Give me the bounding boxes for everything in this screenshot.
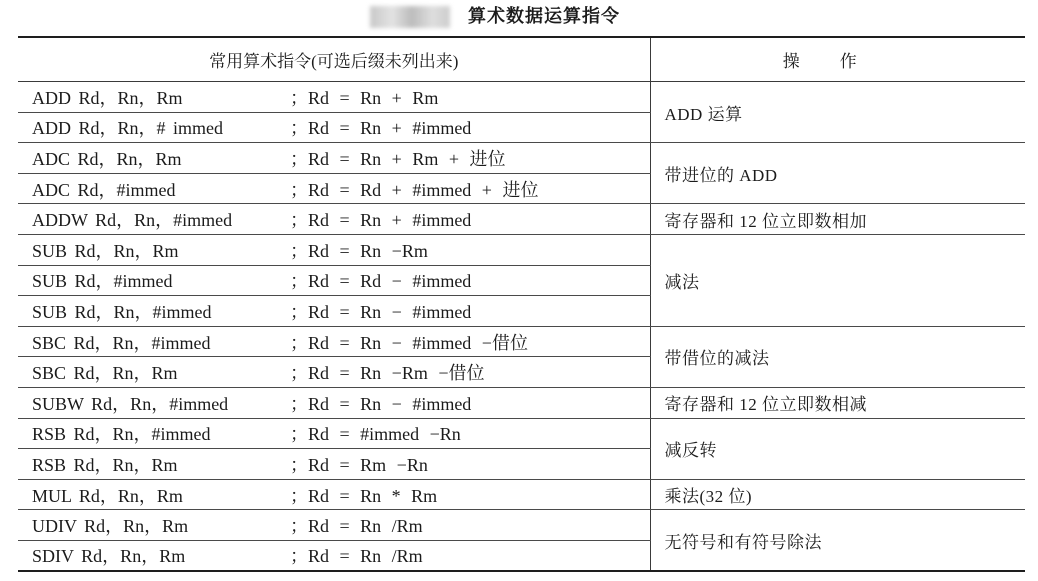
- instruction-cell: [18, 326, 650, 357]
- instruction-comment: ；Rd = Rd + #immed + 进位: [290, 179, 539, 200]
- instruction-text: SUB Rd，Rn，Rm: [32, 240, 179, 261]
- instruction-cell: [18, 143, 650, 174]
- instruction-comment: ；Rd = #immed −Rn: [290, 424, 461, 445]
- instruction-cell: [18, 449, 650, 480]
- operation-cell: 带借位的减法: [650, 326, 1025, 387]
- instruction-cell: [18, 418, 650, 449]
- instruction-comment: ；Rd = Rm −Rn: [290, 454, 428, 475]
- table-row: [18, 204, 1025, 235]
- instruction-text: SBC Rd，Rn，Rm: [32, 363, 178, 384]
- instruction-text: SBC Rd，Rn，#immed: [32, 332, 211, 353]
- instruction-cell: [18, 479, 650, 510]
- instruction-cell: [18, 82, 650, 113]
- table-row: [18, 387, 1025, 418]
- table-row: [18, 143, 1025, 174]
- instruction-comment: ；Rd = Rn − #immed −借位: [290, 332, 528, 353]
- operation-cell: 寄存器和 12 位立即数相减: [650, 387, 1025, 418]
- instruction-text: SUB Rd，#immed: [32, 271, 173, 292]
- instruction-text: MUL Rd，Rn，Rm: [32, 485, 183, 506]
- instruction-comment: ；Rd = Rn /Rm: [290, 546, 423, 567]
- instruction-cell: [18, 357, 650, 388]
- instruction-cell: [18, 173, 650, 204]
- column-header-operation: 操 作: [650, 37, 1025, 82]
- operation-cell: 减法: [650, 234, 1025, 326]
- operation-cell: 乘法(32 位): [650, 479, 1025, 510]
- table-row: [18, 418, 1025, 449]
- instruction-cell: [18, 510, 650, 541]
- instruction-comment: ；Rd = Rn + #immed: [290, 118, 472, 139]
- instruction-comment: ；Rd = Rn * Rm: [290, 485, 438, 506]
- instruction-comment: ；Rd = Rn −Rm −借位: [290, 363, 485, 384]
- table-row: [18, 479, 1025, 510]
- instruction-comment: ；Rd = Rn − #immed: [290, 393, 472, 414]
- operation-cell: 无符号和有符号除法: [650, 510, 1025, 571]
- arithmetic-instruction-table: [18, 36, 1025, 572]
- instruction-comment: ；Rd = Rn − #immed: [290, 301, 472, 322]
- instruction-cell: [18, 265, 650, 296]
- instruction-comment: ；Rd = Rn −Rm: [290, 240, 428, 261]
- instruction-text: ADDW Rd，Rn，#immed: [32, 210, 233, 231]
- instruction-cell: [18, 296, 650, 327]
- instruction-text: SUB Rd，Rn，#immed: [32, 301, 212, 322]
- instruction-text: ADC Rd，Rn，Rm: [32, 148, 182, 169]
- instruction-comment: ；Rd = Rd − #immed: [290, 271, 472, 292]
- instruction-comment: ；Rd = Rn /Rm: [290, 516, 423, 537]
- table-header-row: [18, 37, 1025, 82]
- column-header-instruction: 常用算术指令(可选后缀未列出来): [18, 37, 650, 82]
- operation-cell: 带进位的 ADD: [650, 143, 1025, 204]
- instruction-comment: ；Rd = Rn + #immed: [290, 210, 472, 231]
- instruction-text: SUBW Rd，Rn，#immed: [32, 393, 229, 414]
- operation-cell: 减反转: [650, 418, 1025, 479]
- instruction-comment: ；Rd = Rn + Rm + 进位: [290, 148, 506, 169]
- instruction-text: ADC Rd，#immed: [32, 179, 176, 200]
- redacted-label-blur: [370, 6, 450, 28]
- instruction-text: UDIV Rd，Rn，Rm: [32, 516, 189, 537]
- instruction-cell: [18, 234, 650, 265]
- instruction-cell: [18, 540, 650, 571]
- instruction-comment: ；Rd = Rn + Rm: [290, 87, 439, 108]
- instruction-cell: [18, 204, 650, 235]
- operation-cell: ADD 运算: [650, 82, 1025, 143]
- instruction-text: RSB Rd，Rn，Rm: [32, 454, 178, 475]
- table-row: [18, 510, 1025, 541]
- operation-cell: 寄存器和 12 位立即数相加: [650, 204, 1025, 235]
- instruction-cell: [18, 387, 650, 418]
- page-title: 算术数据运算指令: [468, 6, 620, 26]
- instruction-text: RSB Rd，Rn，#immed: [32, 424, 211, 445]
- instruction-cell: [18, 112, 650, 143]
- table-row: [18, 326, 1025, 357]
- table-row: [18, 82, 1025, 113]
- table-row: [18, 234, 1025, 265]
- instruction-text: ADD Rd，Rn，Rm: [32, 87, 183, 108]
- instruction-text: SDIV Rd，Rn，Rm: [32, 546, 186, 567]
- instruction-text: ADD Rd，Rn，# immed: [32, 118, 224, 139]
